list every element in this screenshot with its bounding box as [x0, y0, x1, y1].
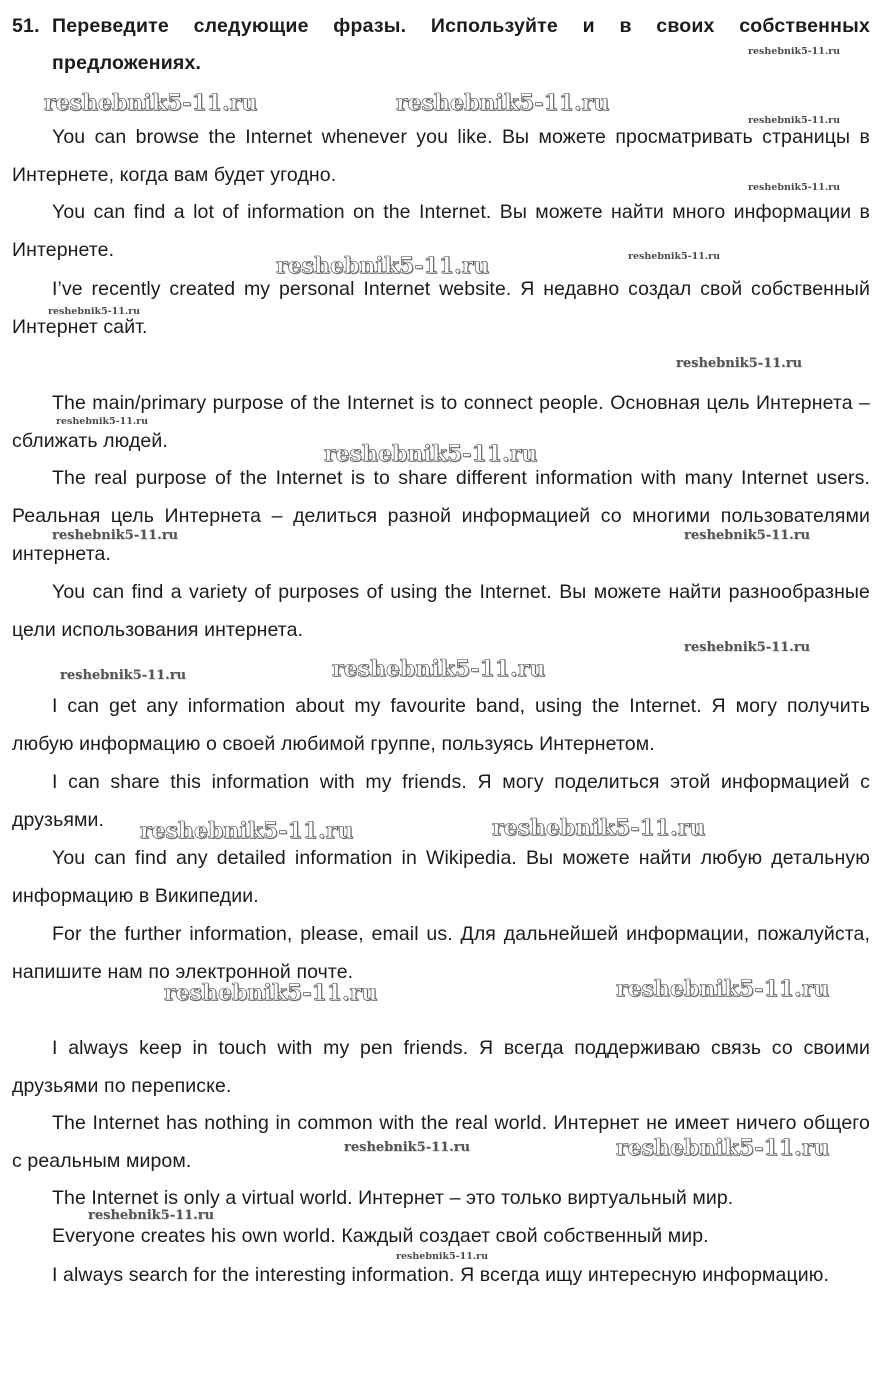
heading-line-1: [12, 8, 870, 45]
watermark: reshebnik5-11.ru: [44, 90, 258, 116]
phrase-paragraph-7: I can get any information about my favourite band, using the Internet. Я могу получить любую информацию о своей любимой группе, пользуясь Интернетом.: [12, 695, 870, 755]
phrase-paragraph-14: Everyone creates his own world. Каждый создает свой собственный мир.: [52, 1225, 709, 1247]
phrase-paragraph-1: You can browse the Internet whenever you like. Вы можете просматривать страницы в Интернете, когда вам будет угодно.: [12, 126, 870, 186]
watermark: reshebnik5-11.ru: [684, 528, 811, 543]
watermark: reshebnik5-11.ru: [276, 253, 490, 279]
watermark: reshebnik5-11.ru: [344, 1140, 471, 1155]
phrase-paragraph-2: You can find a lot of information on the Internet. Вы можете найти много информации в Интернете.: [12, 201, 870, 261]
phrase-paragraph-5: The real purpose of the Internet is to share different information with many Internet users. Реальная цель Интернета – делиться разной информацией со многими пользователями интернета.: [12, 467, 870, 565]
watermark: reshebnik5-11.ru: [164, 980, 378, 1006]
exercise-heading: [12, 8, 870, 82]
watermark: reshebnik5-11.ru: [676, 356, 803, 371]
phrase-paragraph-15: I always search for the interesting information. Я всегда ищу интересную информацию.: [52, 1264, 829, 1286]
watermark: reshebnik5-11.ru: [616, 976, 830, 1002]
watermark: reshebnik5-11.ru: [332, 656, 546, 682]
watermark: reshebnik5-11.ru: [748, 46, 841, 57]
watermark: reshebnik5-11.ru: [616, 1135, 830, 1161]
watermark: reshebnik5-11.ru: [52, 528, 179, 543]
phrase-paragraph-4: The main/primary purpose of the Internet is to connect people. Основная цель Интернета – сближать людей.: [12, 392, 870, 452]
phrase-paragraph-11: I always keep in touch with my pen friends. Я всегда поддерживаю связь со своими друзьями по переписке.: [12, 1037, 870, 1097]
watermark: reshebnik5-11.ru: [748, 115, 841, 126]
watermark: reshebnik5-11.ru: [748, 182, 841, 193]
watermark: reshebnik5-11.ru: [48, 306, 141, 317]
watermark: reshebnik5-11.ru: [396, 1251, 489, 1262]
watermark: reshebnik5-11.ru: [88, 1208, 215, 1223]
watermark: reshebnik5-11.ru: [140, 818, 354, 844]
watermark: reshebnik5-11.ru: [56, 416, 149, 427]
exercise-title-1: Переведите следующие фразы. Используйте и в своих собственных: [52, 15, 870, 37]
watermark: reshebnik5-11.ru: [628, 251, 721, 262]
phrase-paragraph-8: I can share this information with my friends. Я могу поделиться этой информацией с друзьями.: [12, 771, 870, 831]
phrase-paragraph-6: You can find a variety of purposes of using the Internet. Вы можете найти разнообразные цели использования интернета.: [12, 581, 870, 641]
phrase-paragraph-3: I’ve recently created my personal Internet website. Я недавно создал свой собственный Интернет сайт.: [12, 278, 870, 338]
watermark: reshebnik5-11.ru: [60, 668, 187, 683]
watermark: reshebnik5-11.ru: [492, 815, 706, 841]
phrase-paragraph-9: You can find any detailed information in Wikipedia. Вы можете найти любую детальную информацию в Википедии.: [12, 847, 870, 907]
watermark: reshebnik5-11.ru: [396, 90, 610, 116]
phrase-paragraph-10: For the further information, please, email us. Для дальнейшей информации, пожалуйста, напишите нам по электронной почте.: [12, 923, 870, 983]
phrase-paragraph-12: The Internet has nothing in common with the real world. Интернет не имеет ничего общего с реальным миром.: [12, 1112, 870, 1172]
exercise-title-2: предложениях.: [52, 52, 202, 74]
watermark: reshebnik5-11.ru: [684, 640, 811, 655]
phrase-paragraph-13: The Internet is only a virtual world. Интернет – это только виртуальный мир.: [52, 1187, 734, 1209]
watermark: reshebnik5-11.ru: [324, 441, 538, 467]
exercise-number: 51.: [12, 15, 40, 37]
